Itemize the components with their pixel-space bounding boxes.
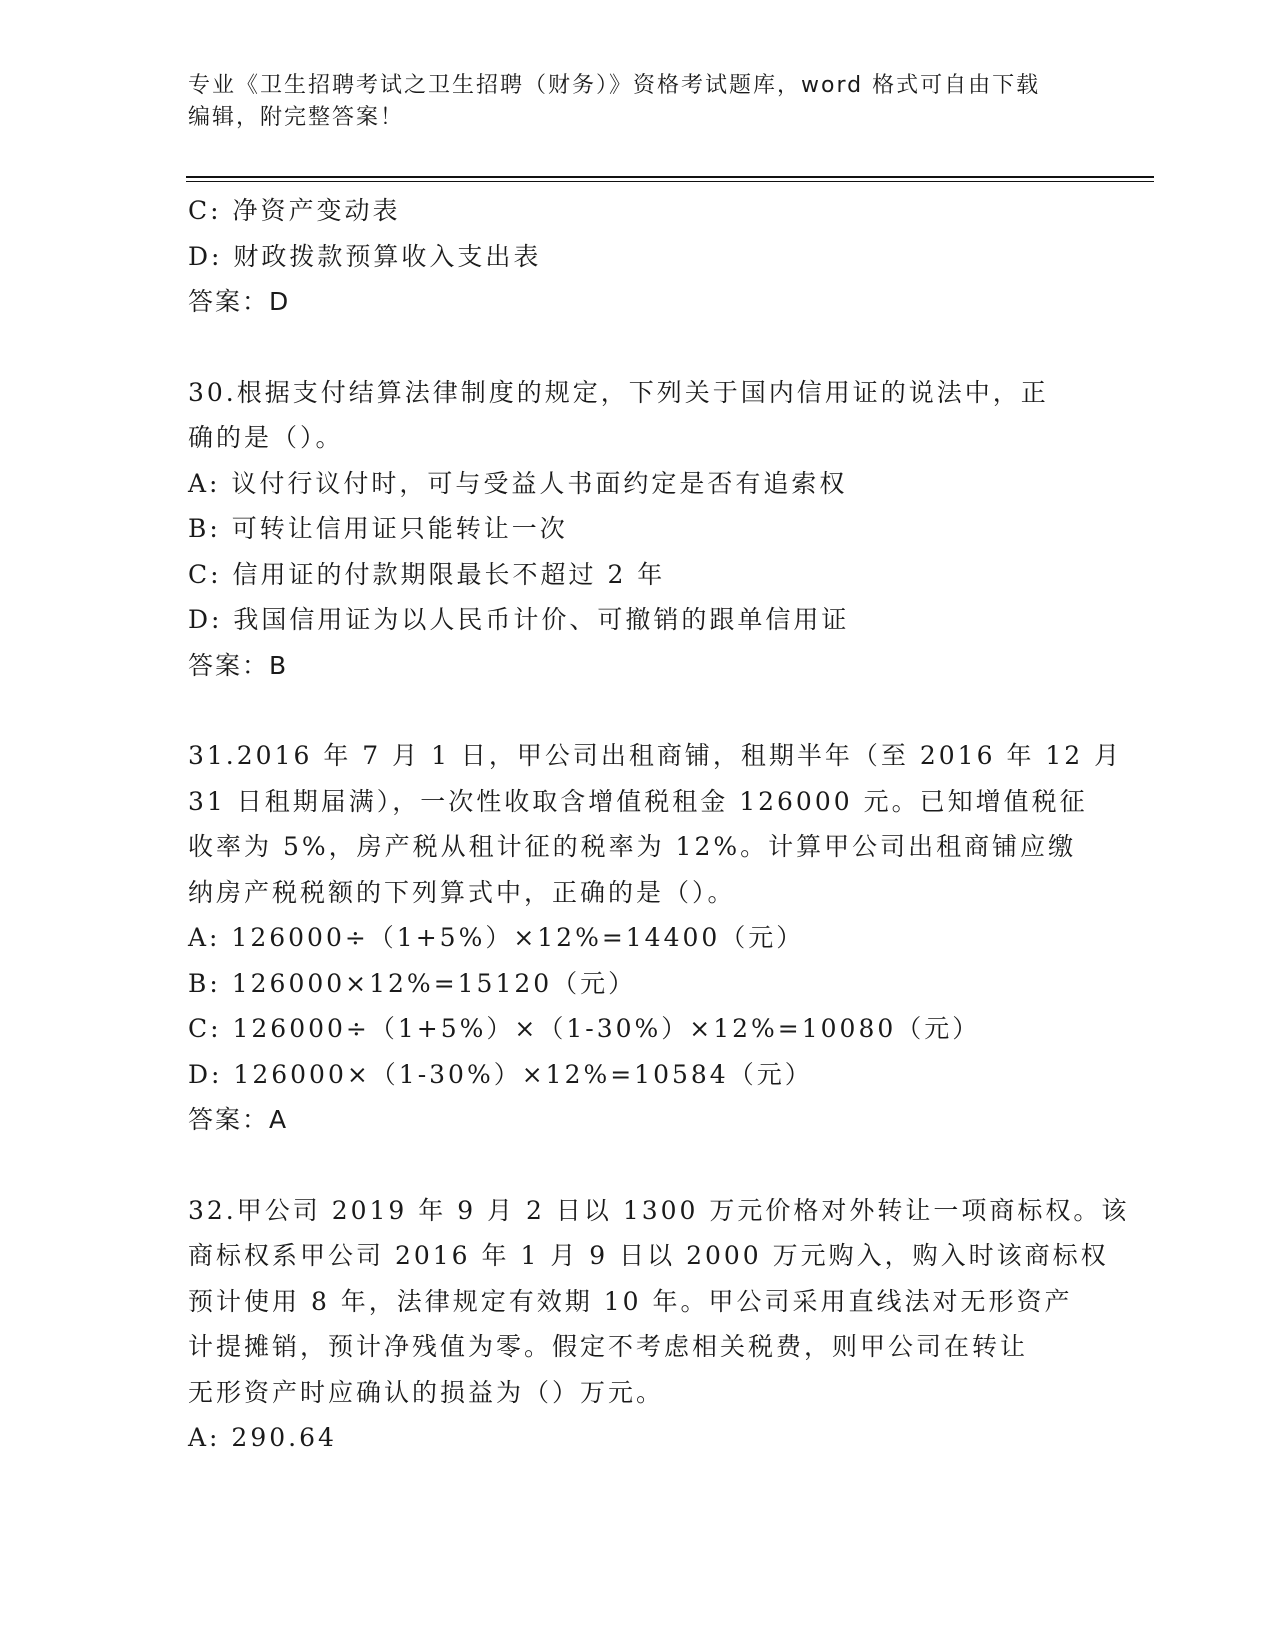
option-a: A: 290.64 xyxy=(188,1423,337,1452)
question-stem-line: 纳房产税税额的下列算式中，正确的是（）。 xyxy=(188,877,736,907)
option-c: C: 净资产变动表 xyxy=(188,196,401,225)
option-d: D: 我国信用证为以人民币计价、可撤销的跟单信用证 xyxy=(188,605,850,634)
question-stem-line: 32.甲公司 2019 年 9 月 2 日以 1300 万元价格对外转让一项商标权。该 xyxy=(188,1195,1130,1225)
option-d: D: 财政拨款预算收入支出表 xyxy=(188,241,542,271)
header-line-1: 专业《卫生招聘考试之卫生招聘（财务）》资格考试题库，word 格式可自由下载 xyxy=(188,73,1041,98)
page-header xyxy=(188,70,1088,134)
option-a: A: 议付行议付时，可与受益人书面约定是否有追索权 xyxy=(188,468,848,498)
question-stem-line: 商标权系甲公司 2016 年 1 月 9 日以 2000 万元购入，购入时该商标权 xyxy=(188,1241,1109,1270)
question-stem-line: 收率为 5%，房产税从租计征的税率为 12%。计算甲公司出租商铺应缴 xyxy=(188,832,1077,861)
option-a: A: 126000÷（1+5%）×12%=14400（元） xyxy=(188,923,805,952)
option-b: B: 126000×12%=15120（元） xyxy=(188,968,637,998)
header-line-2: 编辑，附完整答案！ xyxy=(188,105,405,130)
option-c: C: 126000÷（1+5%）×（1-30%）×12%=10080（元） xyxy=(188,1014,981,1043)
answer-line: 答案：B xyxy=(188,650,289,680)
spacer xyxy=(188,1143,1088,1188)
question-32 xyxy=(188,1188,1130,1461)
question-stem-line: 确的是（）。 xyxy=(188,423,344,452)
question-stem-line: 31 日租期届满），一次性收取含增值税租金 126000 元。已知增值税征 xyxy=(188,786,1088,816)
option-b: B: 可转让信用证只能转让一次 xyxy=(188,514,568,543)
answer-line: 答案：D xyxy=(188,287,291,316)
question-stem-line: 计提摊销，预计净残值为零。假定不考虑相关税费，则甲公司在转让 xyxy=(188,1332,1029,1361)
question-stem-line: 30.根据支付结算法律制度的规定，下列关于国内信用证的说法中，正 xyxy=(188,377,1049,407)
spacer xyxy=(188,688,1088,733)
header-rule-thin xyxy=(186,181,1154,182)
option-d: D: 126000×（1-30%）×12%=10584（元） xyxy=(188,1059,813,1089)
question-stem-line: 预计使用 8 年，法律规定有效期 10 年。甲公司采用直线法对无形资产 xyxy=(188,1286,1073,1316)
question-31 xyxy=(188,733,1123,1143)
question-content xyxy=(188,188,1130,1461)
answer-line: 答案：A xyxy=(188,1105,289,1134)
question-29-tail xyxy=(188,188,1088,325)
question-30 xyxy=(188,370,1088,689)
question-stem-line: 31.2016 年 7 月 1 日，甲公司出租商铺，租期半年（至 2016 年 12 月 xyxy=(188,741,1123,770)
header-rule-thick xyxy=(186,176,1154,178)
option-c: C: 信用证的付款期限最长不超过 2 年 xyxy=(188,559,666,589)
question-stem-line: 无形资产时应确认的损益为（）万元。 xyxy=(188,1377,665,1407)
spacer xyxy=(188,325,1088,370)
